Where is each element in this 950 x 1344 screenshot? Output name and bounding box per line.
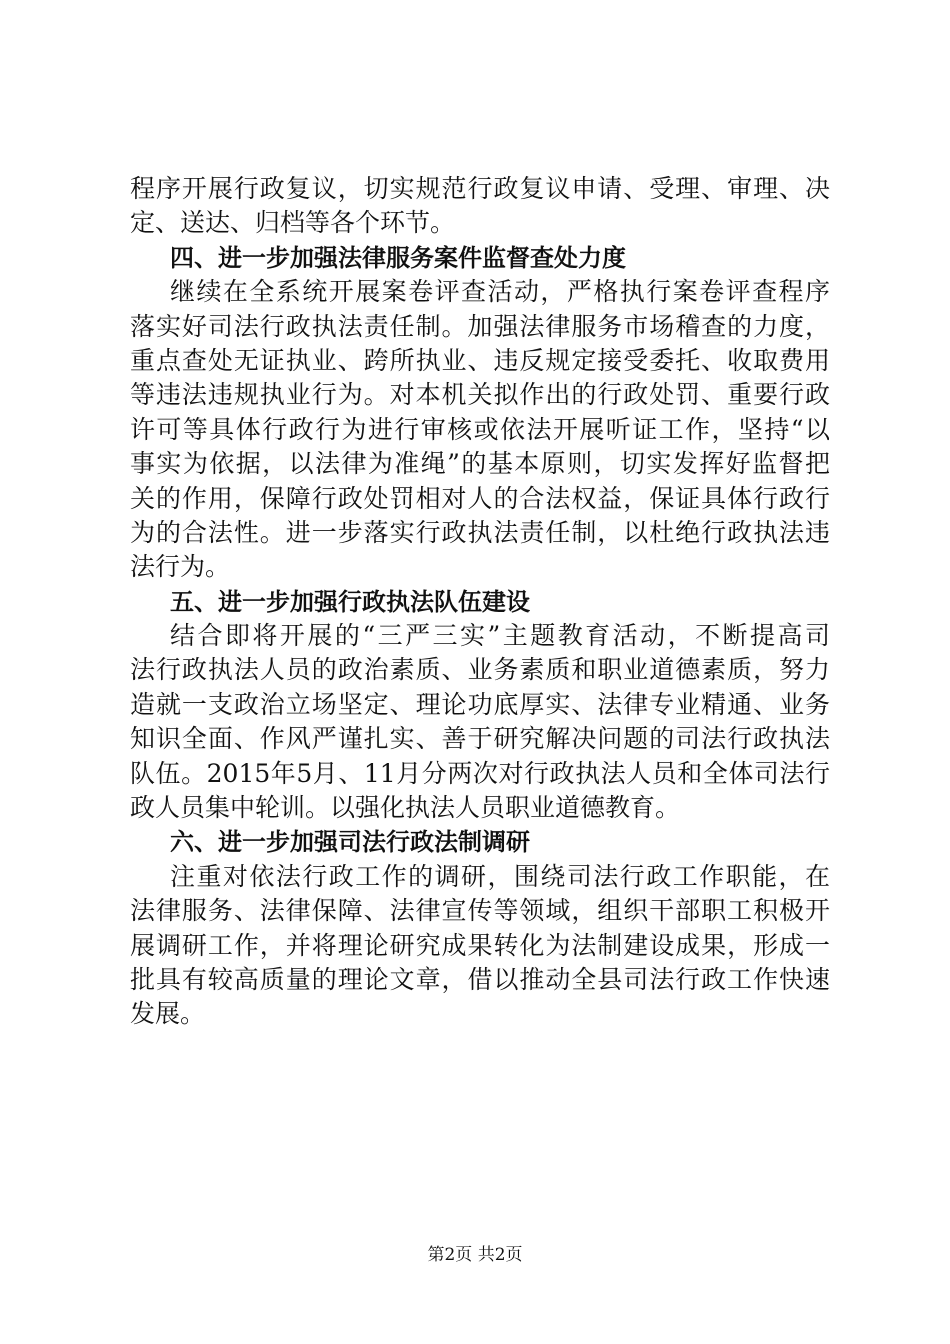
- section-heading-5: 五、进一步加强行政执法队伍建设: [170, 587, 530, 616]
- paragraph-line: 政人员集中轮训。以强化执法人员职业道德教育。: [130, 793, 681, 823]
- section-heading-4: 四、进一步加强法律服务案件监督查处力度: [170, 243, 626, 272]
- paragraph-line: 知识全面、作风严谨扎实、善于研究解决问题的司法行政执法: [130, 724, 830, 754]
- paragraph-line: 等违法违规执业行为。对本机关拟作出的行政处罚、重要行政: [130, 380, 830, 410]
- paragraph-line: 为的合法性。进一步落实行政执法责任制，以杜绝行政执法违: [130, 517, 830, 547]
- document-body: [130, 172, 830, 1032]
- paragraph-line: 发展。: [130, 999, 206, 1029]
- section-heading-6: 六、进一步加强司法行政法制调研: [170, 828, 530, 857]
- paragraph-line: 程序开展行政复议，切实规范行政复议申请、受理、审理、决: [130, 174, 830, 203]
- paragraph-line: 法律服务、法律保障、法律宣传等领域，组织干部职工积极开: [130, 896, 830, 926]
- paragraph-line: 重点查处无证执业、跨所执业、违反规定接受委托、收取费用: [130, 345, 830, 375]
- paragraph-line: 批具有较高质量的理论文章，借以推动全县司法行政工作快速: [130, 964, 830, 994]
- paragraph-line: 关的作用，保障行政处罚相对人的合法权益，保证具体行政行: [130, 483, 830, 513]
- paragraph-line: 造就一支政治立场坚定、理论功底厚实、法律专业精通、业务: [130, 689, 830, 719]
- paragraph-line: 定、送达、归档等各个环节。: [130, 208, 456, 238]
- paragraph-line: 落实好司法行政执法责任制。加强法律服务市场稽查的力度，: [130, 311, 830, 341]
- paragraph-line: 队伍。2015年5月、11月分两次对行政执法人员和全体司法行: [130, 758, 830, 788]
- page-number-footer: 第2页 共2页: [427, 1245, 523, 1265]
- paragraph-line: 法行为。: [130, 552, 231, 582]
- paragraph-line: 事实为依据，以法律为准绳”的基本原则，切实发挥好监督把: [130, 449, 830, 479]
- paragraph-line: 展调研工作，并将理论研究成果转化为法制建设成果，形成一: [130, 930, 830, 960]
- paragraph-line: 法行政执法人员的政治素质、业务素质和职业道德素质，努力: [130, 655, 830, 685]
- paragraph-line: 许可等具体行政行为进行审核或依法开展听证工作，坚持“以: [130, 414, 830, 444]
- paragraph-line: 结合即将开展的“三严三实”主题教育活动，不断提高司: [170, 621, 830, 651]
- paragraph-line: 注重对依法行政工作的调研，围绕司法行政工作职能，在: [170, 861, 830, 891]
- paragraph-line: 继续在全系统开展案卷评查活动，严格执行案卷评查程序: [170, 277, 830, 307]
